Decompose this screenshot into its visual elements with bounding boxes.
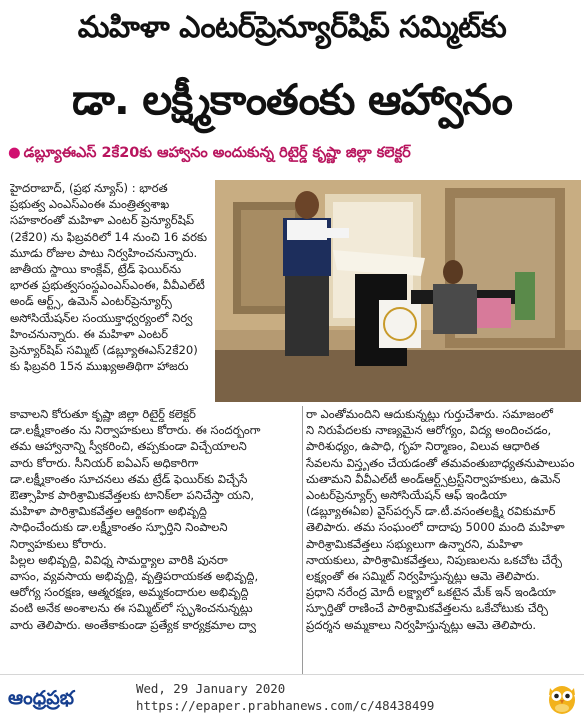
article-line: మూడు రోజుల పాటు నిర్వహించనున్నారు. [10, 245, 198, 260]
bullet-dot-icon: ● [8, 145, 21, 161]
footer-date: Wed, 29 January 2020 [136, 681, 286, 696]
article-line: సహకారంతో మహిళా ఎంటర్ ప్రెన్యూర్‌షిప్ [10, 213, 195, 228]
article-line: పారిశుధ్యం, ఉపాధి, గృహ నిర్మాణం, విలువ ఆధారిత [306, 439, 540, 454]
article-line: ప్రధాని నరేంద్ర మోదీ లక్ష్యాలో ఒకటైన మేక్ ఇన్ ఇండియా [306, 585, 556, 600]
article-line: నిర్వాహకులు కోరారు. [10, 536, 107, 551]
article-line: ఆరోగ్య సంరక్షణ, ఆత్మరక్షణ, అమ్మకందారుల అభివృద్ధి [10, 585, 249, 600]
article-photo [215, 180, 581, 402]
article-line: చుతామని వీవీఎల్‌టీ అండ్‌ఆర్ట్స్‌ట్రస్ట్‌నిర్వాహకులు, ఉమెన్ [306, 471, 561, 486]
article-line: (డబ్ల్యూఈఏఐ) వైస్‌పర్సన్ డా.టీ.వసంతలక్ష్మి రవికుమార్ [306, 504, 556, 519]
article-line: సేవలను విస్తృతం చేయడంతో తమవంతుబాధ్యతనుపాలుపం [306, 455, 575, 470]
article-line: వారు తెలిపారు. అంతేకాకుండా ప్రత్యేక కార్యక్రమాల ద్వా [10, 617, 257, 632]
article-line: కావాలని కోరుతూ కృష్ణా జిల్లా రిటైర్డ్ కలెక్టర్ [10, 407, 196, 421]
article-line: ప్రెన్యూర్‌షిప్ సమ్మిట్ (డబ్ల్యూఈఎస్2కే20) [10, 343, 198, 358]
newspaper-logo: ఆంధ్రప్రభ [8, 687, 74, 709]
subheadline-text: డబ్ల్యూఈఎస్ 2కే20కు ఆహ్వానం అందుకున్న రిటైర్డ్ కృష్ణా జిల్లా కలెక్టర్ [23, 145, 411, 161]
article-line: ప్రదర్శన అమ్మకాలు నిర్వహిస్తున్నట్లు ఆమె తెలిపారు. [306, 617, 537, 632]
article-line: వంటి అనేక అంశాలను ఈ సమ్మిట్‌లో స్పృశించనున్నట్లు [10, 601, 253, 616]
article-line: సాధించేందుకు డా.లక్ష్మీకాంతం స్ఫూర్తిని నింపాలని [10, 520, 228, 535]
footer-text [136, 680, 434, 714]
owl-icon[interactable] [546, 681, 578, 715]
article-line: (2కే20) ను ఫిబ్రవరిలో 14 నుంచి 16 వరకు [10, 229, 208, 244]
article-line: డా.లక్ష్మీకాంతం సూచనలు తమ ట్రేడ్ ఫెయిర్‌కు విచ్చేసే [10, 471, 248, 486]
article-line: హైదరాబాద్, (ప్రభ న్యూస్) : భారత [10, 181, 168, 195]
article-line: కు ఫిబ్రవరి 15న ముఖ్యఅతిథిగా హాజరు [10, 359, 189, 374]
article-line: భారత ప్రభుత్వసంస్థఎంఎస్ఎంఈ, వీవీఎల్‌టీ [10, 278, 205, 293]
article-line: లక్ష్యంతో ఈ సమ్మిట్ నిర్వహిస్తున్నట్లు ఆమె తెలిపారు. [306, 569, 540, 584]
headline-line-1: మహిళా ఎంటర్‌ప్రెన్యూర్‌షిప్ సమ్మిట్‌కు [77, 10, 507, 45]
article-line: పిల్లల అభివృద్ధి, వివిధ్న సామర్థ్యాల వారికి పునరా [10, 552, 228, 567]
article-line: ఎంటర్‌ప్రెన్యూర్స్ అసోసియేషన్ ఆఫ్ ఇండియా [306, 488, 507, 503]
article-column-c [306, 406, 578, 633]
article-line: అండ్ ఆర్ట్స్, ఉమెన్ ఎంటర్‌ప్రెన్యూర్స్ [10, 294, 172, 309]
headline-line-2: డా. లక్ష్మీకాంతంకు ఆహ్వానం [72, 75, 512, 124]
article-line: వాసం, వ్యవసాయ అభివృద్ధి, వృత్తిపరాయకత అభివృద్ధి, [10, 569, 259, 584]
article-column-a [10, 180, 210, 374]
article-line: రా ఎంతోమందిని ఆదుకున్నట్లు గుర్తుచేశారు. సమాజంలో [306, 407, 553, 421]
article-line: తెలిపారు. తమ సంఘంలో దాదాపు 5000 మంది మహిళా [306, 520, 565, 535]
article-line: నాయకులు, పారిశ్రామికవేత్తలు, నిపుణులను ఒకచోట చేర్చే [306, 552, 562, 567]
article-column-b [10, 406, 300, 633]
subheadline [8, 142, 411, 164]
article-line: పారిశ్రామికవేత్తలు సభ్యులుగా ఉన్నారని, మహిళా [306, 536, 523, 551]
column-divider [302, 406, 303, 674]
article-line: అసోసియేషన్‌ల సంయుక్తాధ్వర్యంలో నిర్వ [10, 310, 193, 325]
article-line: హించనున్నారు. ఈ మహిళా ఎంటర్ [10, 326, 169, 341]
page-footer [0, 674, 584, 718]
article-line: ని నిరుపేదలకు నాణ్యమైన ఆరోగ్యం, విద్య అందించడం, [306, 423, 552, 438]
article-line: ఔత్సాహిక పారిశ్రామికవేత్తలకు టానిక్‌లా పనిచేస్తా యని, [10, 488, 255, 503]
article-line: జాతీయ స్థాయి కాంక్లేవ్, ట్రేడ్ ఫెయిర్‌ను [10, 262, 182, 277]
article-line: డా.లక్ష్మీకాంతం ను నిర్వాహకులు కోరారు. ఈ సందర్భంగా [10, 423, 261, 438]
article-line: ప్రభుత్వ ఎంఎస్ఎంఈ మంత్రిత్వశాఖ [10, 197, 170, 212]
article-line: మహిళా పారిశ్రామికవేత్తల ఆర్థికంగా అభివృద్ధి [10, 504, 207, 519]
event-photo-illustration [215, 180, 581, 402]
article-line: స్ఫూర్తితో రాణించే పారిశ్రామికవేత్తలను ఒకేచోటుకు చేర్చి [306, 601, 549, 616]
footer-url[interactable]: https://epaper.prabhanews.com/c/48438499 [136, 698, 435, 713]
article-line: తమ ఆహ్వానాన్ని స్వీకరించి, తప్పకుండా విచ్చేయాలని [10, 439, 247, 454]
article-line: వారు కోరారు. సీనియర్ ఐఏఎస్ అధికారిగా [10, 455, 199, 470]
